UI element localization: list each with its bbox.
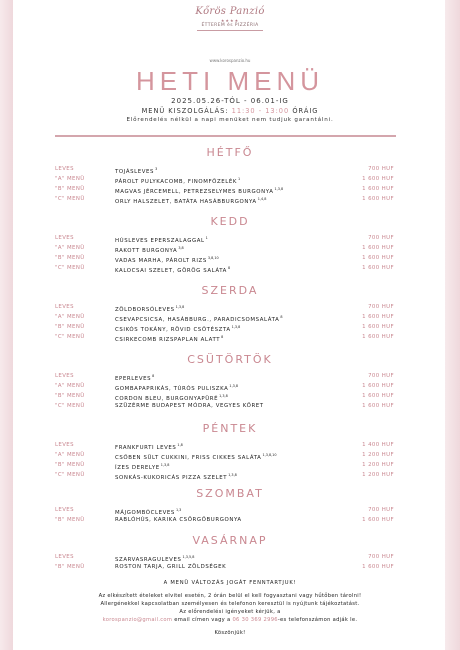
dish-price: 1 200 HUF — [362, 472, 394, 478]
dish-name: SONKÁS-KUKORICÁS PIZZA SZELET — [115, 475, 228, 481]
dish-name: PÁROLT PULYKACOMB, FINOMFŐZELÉK — [115, 179, 238, 185]
dish-name: GOMBAPAPRIKÁS, TÚRÓS PULISZKA — [115, 386, 229, 392]
logo-name: Kőrös Panzió — [195, 6, 265, 17]
menu-row — [0, 194, 460, 204]
allergen-codes: 1,3,8,10 — [262, 453, 277, 457]
day-title: CSÜTÖRTÖK — [187, 353, 273, 366]
website-text: www.korospanzio.hu — [209, 58, 251, 63]
allergen-codes: 1,4,8 — [257, 197, 267, 201]
menu-category: "A" MENÜ — [55, 452, 85, 458]
dish-name: MAGVAS JÉRCEMELL, PETREZSELYMES BURGONYA — [115, 189, 274, 195]
menu-row — [0, 253, 460, 263]
allergen-codes: 1,3 — [175, 508, 182, 512]
allergen-codes: 1,3,8 — [219, 394, 228, 398]
dish-name: ROSTON TARJA, GRILL ZÖLDSÉGEK — [115, 564, 227, 570]
footer-preorder: Az előrendelési igényeket kérjük, a — [179, 609, 281, 615]
dish-name: EPERLEVES — [115, 376, 152, 382]
menu-row — [0, 371, 460, 381]
day-title: VASÁRNAP — [192, 534, 268, 547]
footer — [0, 580, 460, 637]
menu-category: "B" MENÜ — [55, 255, 85, 261]
menu-category: "C" MENÜ — [55, 334, 85, 340]
menu-row — [0, 552, 460, 562]
day-section — [0, 283, 460, 342]
day-title: PÉNTEK — [202, 422, 258, 435]
menu-category: LEVES — [55, 304, 74, 310]
allergen-codes: 3,8 — [178, 246, 184, 250]
menu-row — [0, 184, 460, 194]
dish-price: 1 600 HUF — [362, 383, 394, 389]
day-section — [0, 352, 460, 411]
day-title: SZOMBAT — [196, 487, 264, 500]
dish-name: CORDON BLEU, BURGONYAPÜRÉ — [115, 396, 219, 402]
menu-category: LEVES — [55, 166, 74, 172]
dish-name-wrapper — [115, 515, 242, 525]
menu-row — [0, 440, 460, 450]
allergen-codes: 3,8,10 — [207, 256, 219, 260]
menu-category: "A" MENÜ — [55, 383, 85, 389]
allergen-codes: 1 — [238, 177, 241, 181]
dish-price: 700 HUF — [368, 304, 394, 310]
dish-price: 700 HUF — [368, 235, 394, 241]
allergen-codes: 1,3,8 — [274, 187, 284, 191]
footer-thanks: Köszönjük! — [214, 630, 246, 636]
menu-category: LEVES — [55, 507, 74, 513]
menu-category: LEVES — [55, 554, 74, 560]
menu-category: "A" MENÜ — [55, 176, 85, 182]
dish-price: 1 600 HUF — [362, 324, 394, 330]
allergen-codes: 1,3,8 — [231, 325, 241, 329]
dish-name: VADAS MARHA, PÁROLT RIZS — [115, 258, 207, 264]
dish-name: SZÜZÉRME BUDAPEST MÓDRA, VEGYES KÖRET — [115, 403, 264, 409]
menu-row — [0, 450, 460, 460]
menu-row — [0, 302, 460, 312]
dish-name: CSIRKECOMB RIZSPAPLAN ALATT — [115, 337, 221, 343]
menu-row — [0, 263, 460, 273]
dish-name: MÁJGOMBÓCLEVES — [115, 510, 175, 516]
allergen-codes: 1 — [205, 236, 208, 240]
menu-category: "C" MENÜ — [55, 403, 85, 409]
day-title: HÉTFŐ — [206, 146, 254, 159]
phone-link[interactable]: 06 30 369 2996 — [232, 617, 278, 623]
dish-name: CSŐBEN SÜLT CUKKINI, FRISS CIKKES SALÁTA — [115, 455, 262, 461]
dish-name-wrapper — [115, 470, 237, 483]
dish-price: 1 600 HUF — [362, 255, 394, 261]
logo — [0, 6, 460, 31]
dish-name-wrapper — [115, 194, 266, 207]
dish-price: 1 600 HUF — [362, 334, 394, 340]
day-section — [0, 533, 460, 572]
footer-contact-mid: email címen vagy a — [174, 617, 231, 623]
page-title: HETI MENÜ — [136, 66, 324, 96]
menu-category: LEVES — [55, 373, 74, 379]
menu-category: "C" MENÜ — [55, 196, 85, 202]
serving-time: 11:30 - 13:00 — [231, 107, 290, 115]
dish-name: FRANKFURTI LEVES — [115, 445, 177, 451]
serving-suffix: ÓRÁIG — [292, 107, 319, 115]
day-section — [0, 145, 460, 204]
dish-price: 1 600 HUF — [362, 314, 394, 320]
dish-price: 1 600 HUF — [362, 265, 394, 271]
dish-price: 1 600 HUF — [362, 196, 394, 202]
dish-price: 1 600 HUF — [362, 245, 394, 251]
logo-subtitle: ÉTTEREM és PIZZÉRIA — [201, 23, 259, 28]
dish-price: 1 200 HUF — [362, 462, 394, 468]
allergen-codes: 1,3,8 — [229, 384, 239, 388]
preorder-note: Előrendelés nélkül a napi menüket nem tudjuk garantálni. — [126, 117, 334, 123]
dish-name-wrapper — [115, 401, 264, 411]
dish-name: SZARVASRAGULEVES — [115, 557, 182, 563]
menu-row — [0, 322, 460, 332]
day-section — [0, 486, 460, 525]
allergen-codes: 1,3,8 — [160, 463, 170, 467]
dish-price: 700 HUF — [368, 554, 394, 560]
allergen-codes: 8 — [221, 335, 224, 339]
dish-name-wrapper — [115, 263, 230, 276]
allergen-codes: 8 — [227, 266, 231, 270]
menu-row — [0, 332, 460, 342]
menu-row — [0, 174, 460, 184]
serving-hours — [0, 107, 460, 115]
dish-name-wrapper — [115, 562, 226, 572]
dish-name: RAKOTT BURGONYA — [115, 248, 178, 254]
dish-price: 700 HUF — [368, 507, 394, 513]
footer-contact — [0, 616, 460, 624]
allergen-codes: 8 — [152, 374, 155, 378]
day-title: SZERDA — [201, 284, 259, 297]
footer-takeaway: Az elkészített ételeket elvitel esetén, 2 órán belül el kell fogyasztani vagy hűtőben tárolni! — [98, 593, 362, 599]
dish-price: 1 600 HUF — [362, 393, 394, 399]
dish-name: RABLÓHÚS, KARIKA CSÖRGŐBURGONYA — [115, 517, 242, 523]
menu-category: "B" MENÜ — [55, 564, 85, 570]
serving-label: MENÜ KISZOLGÁLÁS: — [141, 107, 229, 115]
dish-name: ORLY HALSZELET, BATÁTA HASÁBBURGONYA — [115, 199, 257, 205]
dish-price: 700 HUF — [368, 166, 394, 172]
day-section — [0, 421, 460, 480]
menu-row — [0, 243, 460, 253]
dish-price: 1 600 HUF — [362, 186, 394, 192]
menu-row — [0, 562, 460, 572]
dish-price: 1 600 HUF — [362, 176, 394, 182]
menu-row — [0, 233, 460, 243]
menu-category: "B" MENÜ — [55, 393, 85, 399]
menu-category: "B" MENÜ — [55, 186, 85, 192]
menu-category: "B" MENÜ — [55, 517, 85, 523]
menu-row — [0, 470, 460, 480]
dish-price: 1 600 HUF — [362, 517, 394, 523]
menu-category: "A" MENÜ — [55, 314, 85, 320]
dish-name: ZÖLDBORSÓLEVES — [115, 307, 175, 313]
menu-row — [0, 381, 460, 391]
allergen-codes: 8 — [280, 315, 283, 319]
dish-name: CSIKÓS TOKÁNY, RÖVID CSŐTÉSZTA — [115, 327, 231, 333]
date-range: 2025.05.26-TÓL - 06.01-IG — [171, 97, 289, 105]
menu-category: "B" MENÜ — [55, 462, 85, 468]
menu-category: "B" MENÜ — [55, 324, 85, 330]
menu-category: "A" MENÜ — [55, 245, 85, 251]
footer-contact-end: -es telefonszámon adják le. — [277, 617, 358, 623]
dish-name: ÍZES DERELYE — [115, 465, 160, 471]
dish-price: 1 600 HUF — [362, 564, 394, 570]
dish-price: 1 600 HUF — [362, 403, 394, 409]
header-divider — [55, 135, 396, 137]
dish-price: 1 200 HUF — [362, 452, 394, 458]
dish-name: KALOCSAI SZELET, GÖRÖG SALÁTA — [115, 268, 227, 274]
menu-category: "C" MENÜ — [55, 472, 85, 478]
menu-row — [0, 164, 460, 174]
footer-disclaimer: A MENÜ VÁLTOZÁS JOGÁT FENNTARTJUK! — [163, 580, 297, 586]
menu-row — [0, 505, 460, 515]
dish-name-wrapper — [115, 332, 223, 345]
menu-row — [0, 460, 460, 470]
menu-row — [0, 401, 460, 411]
menu-row — [0, 391, 460, 401]
dish-price: 1 400 HUF — [362, 442, 394, 448]
menu-category: LEVES — [55, 442, 74, 448]
email-link[interactable]: korospanzio@gmail.com — [102, 617, 173, 623]
menu-row — [0, 312, 460, 322]
allergen-codes: 1,3,5,8 — [182, 555, 195, 559]
dish-price: 700 HUF — [368, 373, 394, 379]
menu-category: LEVES — [55, 235, 74, 241]
dish-name: TOJÁSLEVES — [115, 169, 155, 175]
day-title: KEDD — [210, 215, 250, 228]
menu-category: "C" MENÜ — [55, 265, 85, 271]
menu-row — [0, 515, 460, 525]
logo-stars: ★★★★ — [220, 18, 240, 23]
allergen-codes: 1,8 — [177, 443, 183, 447]
day-section — [0, 214, 460, 273]
dish-name: CSEVAPCSICSA, HASÁBBURG., PARADICSOMSALÁTA — [115, 317, 280, 323]
logo-divider — [197, 30, 263, 31]
dish-name: HÚSLEVES EPERSZALAGGAL — [115, 238, 205, 244]
allergen-codes: 1,3,8 — [175, 305, 185, 309]
allergen-codes: 1,3,8 — [228, 473, 237, 477]
allergen-codes: 3 — [155, 167, 158, 171]
footer-allergens: Allergénekkel kapcsolatban személyesen és telefonon keresztül is nyújtunk tájékoztatást. — [100, 601, 360, 607]
